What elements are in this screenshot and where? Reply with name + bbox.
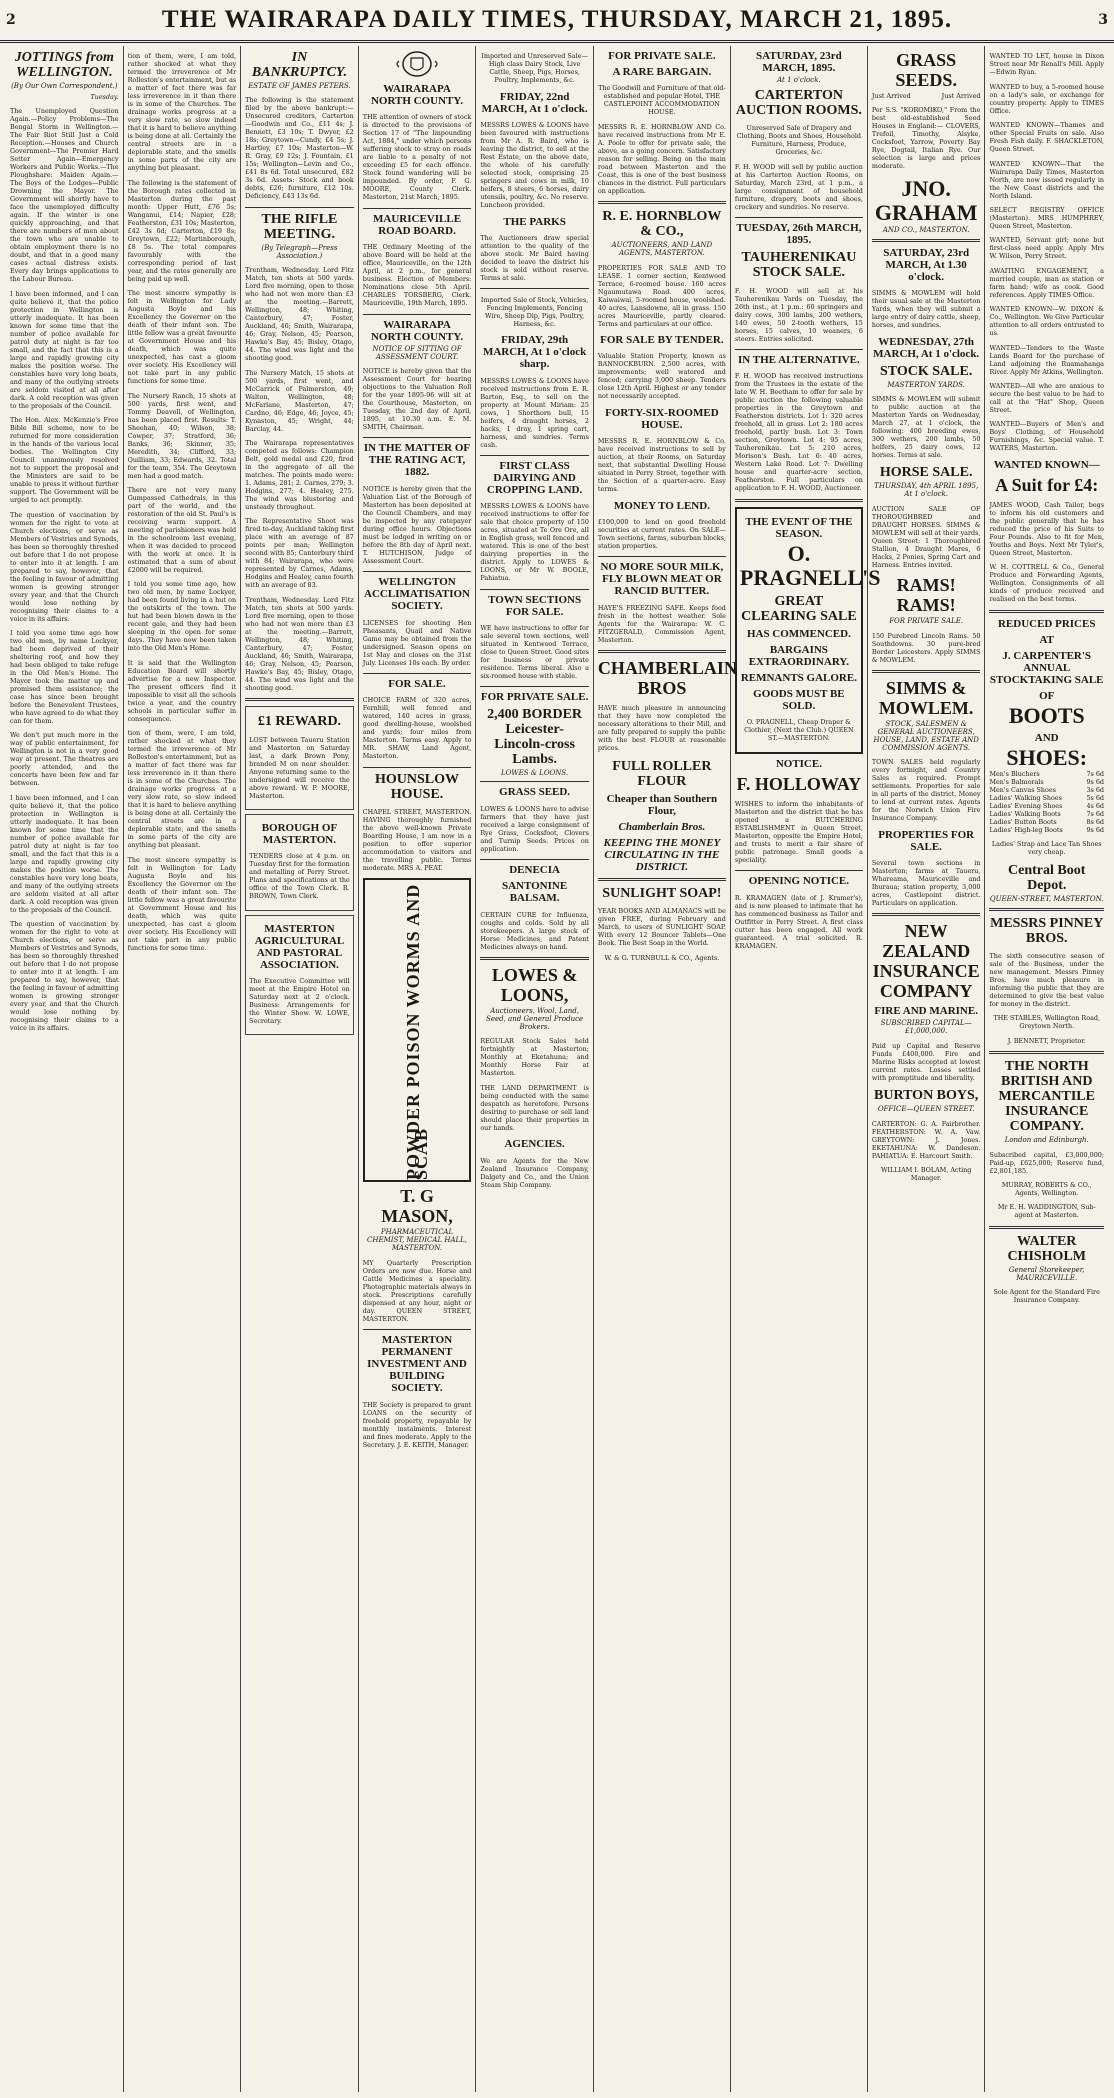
price-row [989, 810, 1104, 818]
notice-body: MESSRS LOWES & LOONS have received instructions to offer for sale that choice property of 150 acres, situated at Te Ore Ore, all in English grass, well fenced and watered. This is one of the best dairying properties in the district. Apply to LOWES & LOONS, or Mr W. BOOLE, Pahiatua. [480, 502, 591, 583]
advert-subtitle: PHARMACEUTICAL CHEMIST, MEDICAL HALL, MASTERTON. [367, 1228, 468, 1253]
notice-title: MAURICEVILLE ROAD BOARD. [373, 212, 462, 237]
advert-body: Paid up Capital and Reserve Funds £400,000. Fire and Marine Risks accepted at lowest current rates. Losses settled with promptitude and liberality. [871, 1041, 983, 1082]
pragnell-advert [735, 507, 881, 754]
article-paragraph: Trentham, Wednesday. Lord Fitz Match, ten shots at 500 yards. Lord five morning, open to those who had not won more than £3 at the meeting.—Barrett, Wellington, 48; Whiting, Canterbury, 47; Foster, Auckland, 46; Smith, Wairarapa, 46; Gray, Nelson, 45; Pearson, Hawke's Bay, 45; Bisley, Otago, 44. The wind was light and the shooting good. [245, 266, 356, 363]
advert-subtitle: AND CO., MASTERTON. [882, 225, 970, 234]
notice-title: FRIDAY, 29th MARCH, At 1 o'clock sharp. [482, 334, 587, 371]
notice-title: FORTY-SIX-ROOMED HOUSE. [605, 406, 719, 431]
article-paragraph: I told you some time ago, how two old men, by name Lockyer, had been found living in a hut on the outskirts of the town. The hut had been blown down in the recent gale, and they had been sleeping in the open for some days. They have now been taken into the Old Men's Home. [127, 580, 239, 653]
vertical-advert [363, 878, 472, 1182]
notice-body: MESSRS R. E. HORNBLOW & Co. have received instructions to sell by auction, at their Rooms, on Saturday next, that substantial Dwelling House situated in Perry Street, together with the Section of a quarter-acre. Easy terms. [597, 437, 728, 494]
article-heading: JOTTINGS from WELLINGTON. [14, 50, 114, 80]
advert-title: R. E. HORNBLOW & CO., [602, 209, 722, 240]
notice-subtitle: NOTICE OF SITTING OF ASSESSMENT COURT. [372, 344, 462, 361]
notice-title: NO MORE SOUR MILK, FLY BLOWN MEAT OR RANCID BUTTER. [600, 561, 724, 598]
advert-title: GRASS SEEDS. [895, 50, 957, 90]
advert-title: SIMMS & MOWLEM. [878, 677, 974, 718]
article-paragraph: The question of vaccination by women for the right to vote at Church elections, or serve as Members of Vestries and Synods, has been so thoroughly threshed out before that I do not propose to enter into it at length. I am prepared to say, however, that the feeling in favour of admitting women is growing stronger every year, and that the Church would lose nothing by recognising their claims to a voice in its affairs. [10, 510, 121, 623]
classified-ad: AWAITING ENGAGEMENT, a married couple, man as station or farm hand; wife as cook. Good references. Apply TIMES Office. [989, 266, 1107, 299]
notice-title: OPENING NOTICE. [748, 875, 850, 888]
advert-body: We are Agents for the New Zealand Insurance Company, Dalgety and Co., and the Union Steam Ship Company. [480, 1156, 591, 1189]
advert-signature: MURRAY, ROBERTS & CO., Agents, Wellington. [1001, 1180, 1094, 1197]
advert-title: SUNLIGHT SOAP! [602, 885, 722, 901]
notice-title: TOWN SECTIONS FOR SALE. [488, 593, 582, 618]
notice-title: RAMS! RAMS! [896, 575, 956, 616]
article-paragraph: The most sincere sympathy is felt in Wellington for Lady Augusta Boyle and his Excellency the Governor on the death of their infant son. The little fellow was a great favourite at Government House and his death, which was quite unexpected, has cast a gloom over society. His Excellency will not take part in any public functions for some time. [127, 855, 239, 952]
advert-tagline: KEEPING THE MONEY CIRCULATING IN THE DISTRICT. [603, 836, 721, 873]
advert-title: BURTON BOYS, [874, 1088, 979, 1104]
advert-body: CARTERTON: G. A. Fairbrother. FEATHERSTON: W. A. Vaw. GREYTOWN: J. Jones. EKETAHUNA: W. Dandeson. PAHIATUA: E. Harcourt Smith. [871, 1119, 983, 1160]
article-paragraph: The Hon. Alex. McKenzie's Free Bible Bill scheme, now to be returned for more consideration in the hands of the various local bodies. The Wellington City Council unanimously resolved not to support the proposal and the Ministers are said to be unable to press it without further support. The Government will be urged to act promptly. [10, 416, 121, 505]
notice-body: NOTICE is hereby given that the Assessment Court for hearing objections to the Valuation Roll for the year 1895-96 will sit at the Courthouse, Masterton, on Tuesday, the 2nd day of April, 1895, at 10.30 a.m. E. M. SMITH, Chairman. [362, 366, 474, 431]
classified-ad: WANTED TO LET, house in Dixon Street near Mr Renall's Mill. Apply—Edwin Ryan. [989, 52, 1107, 77]
arrival-label: Just Arrived [941, 92, 981, 100]
advert-body: Ladies' Strap and Lace Tan Shoes very cheap. [991, 840, 1104, 857]
notice-subtitle: THURSDAY, 4th APRIL 1895, At 1 o'clock. [874, 482, 979, 499]
notice-title: HOUNSLOW HOUSE. [375, 771, 460, 802]
notice-subtitle: LOWES & LOONS. [501, 769, 569, 778]
advert-signature: O. PRAGNELL, Cheap Draper & Clothier, (Next the Club.) QUEEN ST.—MASTERTON. [744, 718, 856, 743]
advert-title: SHOES: [1006, 744, 1088, 770]
notice-title: SANTONINE BALSAM. [501, 880, 568, 905]
notice-title: TUESDAY, 26th MARCH, 1895. [736, 222, 862, 247]
notice-body: Valuable Station Property, known as BANNOCKBURN. 2,500 acres, with improvements; well watered and fenced; carrying 3,000 sheep. Tenders close 12th April. Highest or any tender not necessarily accepted. [597, 352, 728, 401]
section-heading: IN BANKRUPTCY. [251, 50, 347, 80]
arrival-label: Just Arrived [871, 92, 911, 100]
article-paragraph: The Unemployed Question Again.—Policy Problems—The Bengal Storm in Wellington.—The Fair Riot Still Just a Cold Reception.—Houses and Church Government—The Premier Hard Setter Again—Emergency Workers and Public Works.—The Ploughshare: Maiden Again.—The Boys of the Lodges—Public Drowning the Mayor. The Government will shortly have to face the unemployed difficulty again. If the winter is one quickly approaching, and that there are numbers of men about the town who are unable to obtain employment there is no doubt, and that in a good many cases actual distress exists. Every day brings applications to the Labour Bureau. [10, 107, 121, 284]
notice-title: FOR SALE. [388, 677, 446, 690]
notice-subtitle: FOR PRIVATE SALE. [889, 617, 964, 626]
notice-title: PROPERTIES FOR SALE. [878, 828, 975, 853]
advert-subtitle: QUEEN-STREET, MASTERTON. [989, 894, 1104, 903]
advert-body: PROPERTIES FOR SALE AND TO LEASE. 1 corner section, Kentwood Terrace, 6-roomed house. 160 acres Ngaumutawa Road. 400 acres, Kaiwaiwai, 5-roomed house, woolshed. 40 acres, Lansdowne, all in grass. 150 acres Mauriceville, partly cleared. Terms and particulars at our office. [597, 263, 728, 328]
notice-title: FOR PRIVATE SALE. [608, 50, 716, 62]
price-list [989, 770, 1104, 834]
classified-ad: WANTED KNOWN—W. DIXON & Co., Wellington. We Give Particular attention to all orders entrusted to us. [989, 305, 1107, 338]
advert-subtitle: STOCK, SALESMEN & GENERAL AUCTIONEERS, HOUSE, LAND, ESTATE AND COMMISSION AGENTS. [873, 719, 979, 752]
vertical-advert-text: POWDER POISON WORMS AND SCAB [403, 884, 432, 1181]
association-notice [245, 915, 354, 1036]
advert-body: YEAR BOOKS AND ALMANACS will be given FREE, during February and March, to users of SUNLIGHT SOAP. With every 12 Bouncer Tablets—One Book. The Best Soap in the World. [597, 907, 728, 948]
reward-notice [245, 706, 354, 810]
price-row [989, 802, 1104, 810]
advert-body: THE Society is prepared to grant LOANS on the security of freehold property, repayable by monthly instalments. Interest and fines moderate. Apply to the Secretary. J. E. KEITH, Manager. [362, 1400, 474, 1449]
advert-body: Subscribed capital, £3,000,000; Paid-up, £625,000; Reserve fund, £2,801,185. [989, 1150, 1107, 1175]
article-paragraph: The following is the statement of the Borough rates collected in Masterton during the past month: Upper Hutt, £76 5s; Wanganui, £14; Napier, £28; Featherston, £31 10s; Masterton, £42 3s 6d; Carterton, £19 8s; Greytown, £22; Martinborough, £8 5s. The total compares favourably with the corresponding period of last year, and the rates generally are being paid up well. [127, 178, 239, 283]
advert-subtitle: London and Edinburgh. [1004, 1136, 1089, 1145]
notice-title: £1 REWARD. [257, 714, 342, 730]
classified-ad: WANTED, Servant girl; none but first-class need apply. Apply Mrs W. Wilson, Perry Street. [989, 236, 1107, 261]
classified-ad: W. H. COTTRELL & Co., General Produce and Forwarding Agents, Wellington. Consignments of all kinds of produce received and realised on the best terms. [989, 563, 1107, 604]
price-item: Men's Bluchers [989, 769, 1040, 778]
advert-line: GOODS MUST BE SOLD. [753, 687, 845, 712]
notice-title: MONEY TO LEND. [613, 499, 710, 512]
newspaper-title: THE WAIRARAPA DAILY TIMES, THURSDAY, MARCH 21, 1895. [161, 6, 953, 33]
coat-of-arms-icon [393, 49, 441, 79]
advert-tagline: THE EVENT OF THE SEASON. [745, 515, 853, 540]
notice-body: LOWES & LOONS have to advise farmers that they have just received a large consignment of Rye Grass, Cocksfoot, Clovers and Turnip Seeds. Prices on application. [480, 804, 591, 853]
notice-title: BOROUGH OF MASTERTON. [261, 821, 338, 846]
article-paragraph: The Representative Shoot was fired to-day, Auckland taking first place with an average of 87 points per man; Wellington second with 85; Canterbury third with 84; Wairarapa, who were represented by Carnes, Adams, Hodgins and Healey, came fourth with an average of 83. [245, 517, 356, 590]
advert-title: WALTER CHISHOLM [1007, 1233, 1087, 1264]
article-paragraph: tion of them, were, I am told, rather shocked at what they termed the irreverence of Mr Rolleston's entertainment, but as a matter of fact there was far less irreverence in it than there is in some of the Churches. The drainage works progress at a very slow rate, so slow indeed that it is hard to believe anything is being done at all. Certainly the central streets are in a deplorable state, and the smells in some parts of the city are anything but pleasant. [127, 52, 239, 173]
price-row [989, 786, 1104, 794]
notice-body: THE Ordinary Meeting of the above Board will be held at the office, Mauriceville, on the 12th April, at 2 p.m., for general business. Election of Members: Nominations close 5th April. CHARLES TORSBERG, Clerk. Mauriceville, 19th March, 1895. [362, 243, 474, 308]
column-3 [241, 46, 359, 2092]
notice-body: Several town sections in Masterton; farms at Taueru, Whareama, Mauriceville and Ihuraua; station property, 3,000 acres, Castlepoint district. Particulars on application. [871, 859, 983, 908]
classified-ad: WANTED KNOWN—Thames and other Special Fruits on sale. Also Fresh Fish daily. F. SHACKLETON, Queen Street. [989, 121, 1107, 154]
advert-line: AND [1034, 731, 1059, 744]
column-1 [6, 46, 124, 2092]
classified-ad: WANTED to buy, a 5-roomed house on a lady's sale, or exchange for country property. Apply to TIMES Office. [989, 82, 1107, 115]
notice-title: GRASS SEED. [499, 786, 571, 799]
notice-title: A RARE BARGAIN. [612, 66, 712, 78]
notice-body: CHAPEL STREET, MASTERTON. HAVING thoroughly furnished the above well-known Private Boarding House, I am now in a position to offer superior accommodation to visitors and the travelling public. Terms moderate. MRS A. PEAT. [362, 808, 474, 873]
notice-title: MASTERTON AGRICULTURAL AND PASTORAL ASSOCIATION. [254, 922, 345, 971]
classified-ad: WANTED—All who are anxious to secure the best value to be had to call at the "Hat" Shop, Queen Street. [989, 381, 1107, 414]
notice-title: SATURDAY, 23rd MARCH, At 1.30 o'clock. [883, 246, 970, 283]
advert-subtitle: FIRE AND MARINE. [874, 1005, 978, 1018]
borough-notice [245, 814, 354, 911]
notice-title: FOR SALE BY TENDER. [600, 333, 724, 346]
section-subheading: (By Telegraph—Press Association.) [261, 243, 338, 260]
price-value: 8s 6d [1086, 817, 1104, 826]
notice-title: WAIRARAPA NORTH COUNTY. [370, 318, 464, 343]
notice-title: FIRST CLASS DAIRYING AND CROPPING LAND. [486, 459, 583, 496]
advert-subtitle: OFFICE—QUEEN STREET. [877, 1105, 975, 1114]
advert-title: GREAT CLEARING SALE [741, 593, 857, 624]
price-row [989, 818, 1104, 826]
price-row [989, 770, 1104, 778]
notice-title: STOCK SALE. [880, 363, 973, 379]
advert-title: Cheaper than Southern Flour, [606, 792, 718, 817]
notice-body: CHOICE FARM of 320 acres, Fernhill, well fenced and watered, 140 acres in grass, good dwelling-house, woolshed and yards; four miles from Masterton. Terms easy. Apply to MR. SHAW, Land Agent, Masterton. [362, 696, 474, 761]
price-item: Ladies' Button Boots [989, 817, 1057, 826]
advert-body: WISHES to inform the inhabitants of Masterton and the district that he has opened a BUTCHERING ESTABLISHMENT in Queen Street, Masterton, opposite the Empire Hotel, and trusts to merit a fair share of public patronage. Small goods a speciality. [734, 799, 865, 864]
notice-body: The Auctioneers draw special attention to the quality of the above stock. Mr Baird having decided to leave the district his stock is sold without reserve. Terms at sale. [480, 233, 591, 282]
arrival-row [872, 92, 981, 100]
price-row [989, 826, 1104, 834]
columns [6, 46, 1108, 2092]
column-4 [359, 46, 477, 2092]
page-number-right: 3 [1098, 12, 1108, 28]
advert-title: JNO. GRAHAM [874, 175, 978, 225]
advert-signature: Chamberlain Bros. [618, 820, 706, 833]
price-value: 7s 6d [1086, 809, 1104, 818]
masthead [0, 0, 1114, 43]
advert-line: OF [1039, 689, 1055, 702]
notice-title: WAIRARAPA NORTH COUNTY. [370, 83, 464, 107]
article-paragraph: The Nursery Ranch, 15 shots at 500 yards, first went, and Tommy Deavoll, of Wellington, has been placed first. Results: T. Sheehan, 40; Wilson, 38; Cowper, 37; Stratford, 36; Banks, 36; Skinner, 35; Meredith, 34; Clifford, 33; Quilliam, 33; Edwards, 32. Total for the team, 354. The Greytown men had a good match. [127, 391, 239, 480]
advert-title: O. PRAGNELL'S [739, 540, 881, 590]
column-9 [985, 46, 1108, 2092]
notice-title: HORSE SALE. [879, 465, 973, 481]
article-paragraph: I have been informed, and I can quite believe it, that the police protection in Wellington is utterly inadequate. It has been known for some time that the number of police available for patrol duty at night is far too small, and the fact that this is a large and rapidly growing city makes the position worse. The constables have very long beats, and many of the outlying streets are seldom visited at all after dark. A cold reception was given to the proposals of the Council. [10, 289, 121, 410]
classified-heading: A Suit for £4: [995, 474, 1099, 495]
advert-body: TOWN SALES held regularly every fortnight, and Country Sales as required. Prompt settlements. Properties for sale in all parts of the district. Money to lend at current rates. Agents for the Norwich Union Fire Insurance Company. [871, 758, 983, 823]
advert-signature: WILLIAM I. BOLAM, Acting Manager. [880, 1166, 974, 1183]
article-paragraph: It is said that the Wellington Education Board will shortly advertise for a new Inspector. The present officers find it impossible to visit all the schools twice a year, and the country schools in particular suffer in consequence. [127, 658, 239, 723]
article-paragraph: tion of them, were, I am told, rather shocked at what they termed the irreverence of Mr Rolleston's entertainment, but as a matter of fact there was far less irreverence in it than there is in some of the Churches. The drainage works progress at a very slow rate, so slow indeed that it is hard to believe anything is being done at all. Certainly the central streets are in a deplorable state, and the smells in some parts of the city are anything but pleasant. [127, 729, 239, 850]
price-value: 4s 6d [1086, 801, 1104, 810]
notice-body: 150 Purebred Lincoln Rams. 50 Southdowns. 30 pure-bred Border Leicesters. Apply SIMMS & MOWLEM. [871, 631, 983, 664]
price-item: Ladies' Walking Boots [989, 809, 1061, 818]
column-7 [731, 46, 881, 2092]
notice-title: DENECIA [509, 864, 560, 877]
column-8 [868, 46, 986, 2092]
notice-body: SIMMS & MOWLEM will hold their usual sale at the Masterton Yards, when they will submit a large entry of dairy cattle, sheep, horses, and sundries. [871, 289, 983, 330]
notice-title: NOTICE. [775, 757, 822, 770]
notice-title: CARTERTON AUCTION ROOMS. [735, 88, 862, 118]
price-row [989, 794, 1104, 802]
advert-title: J. CARPENTER'S ANNUAL STOCKTAKING SALE [989, 649, 1104, 686]
notice-body: F. H. WOOD will sell by public auction at his Carterton Auction Rooms, on Saturday, March 23rd, at 1 p.m., a large consignment of household furniture, drapery, boots and shoes, crockery and sundries. No reserve. [734, 162, 865, 211]
classified-heading: WANTED KNOWN— [993, 458, 1100, 471]
notice-title: IN THE MATTER OF THE RATING ACT, 1882. [363, 442, 471, 479]
article-paragraph: The most sincere sympathy is felt in Wellington for Lady Augusta Boyle and his Excellency the Governor on the death of their infant son. The little fellow was a great favourite at Government House and his death, which was quite unexpected, has cast a gloom over society. His Excellency will not take part in any public functions for some time. [127, 289, 239, 386]
notice-body: WE have instructions to offer for sale several town sections, well situated in Kentwood Terrace, close to Queen Street. Good sites for business or private residence. Terms liberal. Also a six-roomed house with stable. [480, 624, 591, 681]
notice-body: LICENSES for shooting Hen Pheasants, Quail and Native Game may be obtained from the undersigned. Season opens on 1st May and closes on the 31st July. Licenses 10s each. By order. [362, 618, 474, 667]
price-value: 5s 6d [1086, 793, 1104, 802]
notice-body: F. H. WOOD has received instructions from the Trustees in the estate of the late W. H. Beetham to offer for sale by public auction the following valuable properties in the Greytown and Featherston districts. Lot 1: 320 acres freehold, all in grass. Lot 2: 180 acres freehold, partly bush. Lot 3: Town section, Greytown. Lot 4: 95 acres, Tauherenikau. Lot 5: 210 acres, Morison's Bush. Lot 6: 40 acres, Western Lake Road. Lot 7: Dwelling house and quarter-acre section, Featherston. Full particulars on application to F. H. WOOD, Auctioneer. [734, 372, 865, 493]
price-value: 3s 6d [1086, 785, 1104, 794]
advert-line: BARGAINS EXTRAORDINARY. [748, 643, 850, 668]
notice-title: TAUHERENIKAU STOCK SALE. [741, 250, 857, 281]
advert-title: BOOTS [1008, 702, 1085, 728]
notice-body: TENDERS close at 4 p.m. on Tuesday first for the formation and metalling of Perry Street. Plans and specifications at the office of the Town Clerk. R. BROWN, Town Clerk. [249, 852, 352, 901]
price-value: 9s 6d [1086, 777, 1104, 786]
advert-signature: W. & G. TURNBULL & CO., Agents. [604, 953, 720, 962]
page-number-left: 2 [6, 12, 16, 28]
notice-body: AUCTION SALE OF THOROUGHBRED and DRAUGHT HORSES. SIMMS & MOWLEM will sell at their yards, Queen Street: 1 Thoroughbred Stallion, 4 Draught Mares, 6 Hacks, 2 Ponies, Spring Cart and Harness. Entries invited. [871, 504, 983, 569]
price-item: Ladies' Evening Shoes [989, 801, 1063, 810]
article-paragraph: The following is the statement filed by the above bankrupt:—Unsecured creditors, Carterton—Goodwin and Co., £11 4s; J. Bennett, £3 10s; T. Dwyer, £2 18s; Greytown—Cundy, £4 5s; J. Hartley, £7 10s; Masterton—W. R. Gray, £9 12s; J. Fountain, £1 15s; Wellington—Levin and Co., £41 8s 6d. Total unsecured, £82 3s 6d. Assets: Stock and book debts, £26; furniture, £12 10s. Deficiency, £43 13s 6d. [245, 96, 356, 201]
notice-body: The Goodwill and Furniture of that old-established and popular Hotel, THE CASTLEPOINT ACCOMMODATION HOUSE. [598, 84, 726, 117]
notice-title: WELLINGTON ACCLIMATISATION SOCIETY. [364, 576, 470, 613]
notice-subtitle: At 1 o'clock. [777, 76, 821, 84]
notice-body: THE attention of owners of stock is directed to the provisions of Section 17 of "The Impounding Act, 1884," under which persons suffering stock to stray on roads are liable to a penalty of not exceeding £5 for each offence. Stock found wandering will be impounded. By order, F. G. MOORE, County Clerk. Masterton, 21st March, 1895. [362, 113, 474, 202]
advert-body: HAVE much pleasure in announcing that they have now completed the necessary alterations to their Mill, and are fully prepared to supply the public with the best FLOUR at reasonable prices. [597, 704, 728, 753]
article-paragraph: We don't put much more in the way of public entertainment, for Wellington is not in a very good way at present. The theatres are poorly attended, and the concerts have been few and far between. [10, 731, 121, 788]
notice-body: Imported Sale of Stock, Vehicles, Fencing Implements, Fencing Wire, Sheep Dip, Pigs, Poultry, Harness, &c. [480, 295, 591, 328]
advert-title: LOWES & LOONS, [491, 965, 578, 1006]
advert-body: Per S.S. "KOROMIKO," From the best old-established Seed Houses in England:— CLOVERS, Trefoil, Timothy, Alsyke, Cocksfoot, Yarrow, Poverty Bay Rye, Dogtail, Italian Rye. Our selection is large and prices moderate. [871, 106, 983, 171]
advert-subtitle: Auctioneers, Wool, Land, Seed, and General Produce Brokers. [486, 1007, 584, 1032]
notice-body: MESSRS LOWES & LOONS have been favoured with instructions from Mr A. R. Baird, who is leaving the district, to sell at the Rest Estate, on the above date, the whole of his carefully selected stock, comprising 25 springers and cows in milk, 10 heifers, 8 steers, 6 horses, dairy utensils, poultry, &c. No reserve. Luncheon provided. [480, 121, 591, 210]
classified-ad: SELECT REGISTRY OFFICE (Masterton). MRS HUMPHREY, Queen Street, Masterton. [989, 205, 1107, 230]
column-6 [594, 46, 737, 2092]
classified-ad: JAMES WOOD, Cash Tailor, begs to inform his old customers and the public generally that he has reduced the price of his Suits to Four Pounds. Also to fit for Men, Youths and Boys. Next Mr Tyler's, Queen Street, Masterton. [989, 501, 1107, 558]
advert-title: Central Boot Depot. [1008, 862, 1086, 893]
notice-body: R. KRAMAGEN (late of J. Kramer's), and is now pleased to intimate that he has commenced business as Tailor and Outfitter in Perry Street. A first class cutter has been engaged. All work guaranteed. A trial solicited. R. KRAMAGEN. [734, 893, 865, 950]
advert-signature: Mr E. H. WADDINGTON, Sub-agent at Masterton. [997, 1203, 1096, 1220]
notice-body: NOTICE is hereby given that the Valuation List of the Borough of Masterton has been deposited at the Council Chambers, and may be inspected by any ratepayer during office hours. Objections must be lodged in writing on or before the 8th day of April next. T. HUTCHISON, Judge of Assessment Court. [362, 484, 474, 565]
article-paragraph: I have been informed, and I can quite believe it, that the police protection in Wellington is utterly inadequate. It has been known for some time that the number of police available for patrol duty at night is far too small, and the fact that this is a large and rapidly growing city makes the position worse. The constables have very long beats, and many of the outlying streets are seldom visited at all after dark. A cold reception was given to the proposals of the Council. [10, 793, 121, 914]
notice-title: IN THE ALTERNATIVE. [738, 353, 860, 366]
advert-subtitle: General Storekeeper, MAURICEVILLE. [1008, 1265, 1085, 1282]
price-item: Ladies' Walking Shoes [989, 793, 1062, 802]
notice-title: 2,400 BORDER Leicester-Lincoln-cross Lambs. [487, 707, 583, 768]
notice-body: HAYE'S FREEZING SAFE. Keeps food fresh in the hottest weather. Sole Agents for the Wairarapa: W. C. FITZGERALD, Commission Agent, Masterton. [597, 603, 728, 644]
price-item: Men's Canvas Shoes [989, 785, 1056, 794]
notice-title: THE PARKS [503, 215, 566, 228]
notice-title: WEDNESDAY, 27th MARCH, At 1 o'clock. [873, 335, 980, 360]
notice-subtitle: MASTERTON YARDS. [887, 380, 965, 389]
advert-body: Sole Agent for the Standard Fire Insurance Company. [993, 1288, 1102, 1305]
section-subheading: ESTATE OF JAMES PETERS. [248, 82, 351, 90]
notice-body: MESSRS LOWES & LOONS have received instructions from E. R. Barton, Esq., to sell on the property at Mount Miriam: 25 cows, 1 Shorthorn bull, 15 heifers, 4 draught horses, 2 hacks, 1 dray, 1 spring cart, harness, and sundries. Terms cash. [480, 376, 591, 449]
notice-body: Unreserved Sale of Drapery and Clothing, Boots and Shoes, Household Furniture, Harness, Produce, Groceries, &c. [736, 124, 864, 157]
advert-title: CHAMBERLAIN BROS [597, 658, 737, 699]
notice-body: MESSRS R. E. HORNBLOW AND Co. have received instructions from Mr E. A. Poole to offer for private sale, the above, as a going concern. Satisfactory reason for selling. Being on the main road between Masterton and the Coast, this is one of the best business chances in the district. Full particulars on application. [597, 122, 728, 195]
advert-line: REMNANTS GALORE. [740, 671, 857, 684]
article-paragraph: There are not very many Gumpassed Cathedrals, in this part of the world, and the restoration of the old St. Paul's is receiving warm support. A meeting of parishioners was held in the schoolroom last evening, when it was decided to proceed with the work at once. It is estimated that a sum of about £2000 will be required. [127, 485, 239, 574]
price-item: Men's Balmorals [989, 777, 1044, 786]
price-item: Ladies' High-leg Boots [989, 825, 1063, 834]
article-paragraph: The Wairarapa representatives competed as follows: Champion Belt, gold medal and £20, fired in the aggregate of all the matches. The points made were: 1. Adams, 281; 2. Carnes, 279; 3. Hodgins, 277; 4. Healey, 275. The wind was blustering and unsteady throughout. [245, 438, 356, 511]
advert-title: FULL ROLLER FLOUR [612, 758, 712, 789]
article-paragraph: Trentham, Wednesday. Lord Fitz Match, ten shots at 500 yards. Lord five morning, open to those who had not won more than £3 at the meeting.—Barrett, Wellington, 48; Whiting, Canterbury, 47; Foster, Auckland, 46; Smith, Wairarapa, 46; Gray, Nelson, 45; Pearson, Hawke's Bay, 45; Bisley, Otago, 44. The wind was light and the shooting good. [245, 595, 356, 692]
advert-line: HAS COMMENCED. [746, 627, 851, 640]
advert-line: AT [1039, 633, 1054, 646]
price-value: 9s 6d [1086, 825, 1104, 834]
notice-title: FOR PRIVATE SALE. [480, 691, 589, 704]
advert-title: F. HOLLOWAY [736, 773, 862, 794]
article-byline: (By Our Own Correspondent.) [11, 82, 118, 90]
price-row [989, 778, 1104, 786]
column-5 [476, 46, 594, 2092]
article-paragraph: The question of vaccination by women for the right to vote at Church elections, or serve as Members of Vestries and Synods, has been so thoroughly threshed out before that I do not propose to enter into it at length. I am prepared to say, however, that the feeling in favour of admitting women is growing stronger every year, and that the Church would lose nothing by recognising their claims to a voice in its affairs. [10, 920, 121, 1033]
notice-title: FRIDAY, 22nd MARCH, At 1 o'clock. [481, 90, 588, 115]
notice-body: F. H. WOOD will sell at his Tauherenikau Yards on Tuesday, the 26th inst., at 1 p.m.: 60 springers and dairy cows, 300 lambs, 200 wethers, 140 ewes, 50 2-tooth wethers, 15 horses, 15 calves, 10 weaners, 6 steers. Entries solicited. [734, 286, 865, 343]
advert-subtitle: AUCTIONEERS, AND LAND AGENTS, MASTERTON. [611, 241, 713, 258]
notice-title: SATURDAY, 23rd MARCH, 1895. [755, 50, 842, 74]
notice-body: The Executive Committee will meet at the Empire Hotel on Saturday next at 2 o'clock. Business: Arrangements for the Winter Show. W. LOWE, Secretary. [249, 977, 352, 1026]
advert-title: AGENCIES. [504, 1138, 565, 1151]
classified-ad: WANTED—Tenders to the Waste Lands Board for the purchase of Land adjoining the Ruamahanga River. Apply Mr Atkins, Wellington. [989, 343, 1107, 376]
classified-ad: WANTED KNOWN—That the Wairarapa Daily Times, Masterton North, are now issued regularly in the New Coast districts and the North Island. [989, 159, 1107, 200]
notice-body: CERTAIN CURE for Influenza, coughs and colds. Sold by all storekeepers. A large stock of Horse Medicines, and Patent Medicines always on hand. [480, 910, 591, 951]
notice-body: Imported and Unreserved Sale— High class Dairy Stock, Live Cattle, Sheep, Pigs, Horses, Poultry, Implements, &c. [481, 52, 590, 85]
section-heading: THE RIFLE MEETING. [261, 211, 338, 242]
advert-subtitle: SUBSCRIBED CAPITAL—£1,000,000. [880, 1019, 972, 1036]
advert-body: MY Quarterly Prescription Orders are now due. Horse and Cattle Medicines a speciality. Photographic materials always in stock. Prescriptions carefully dispensed at any hour, night or day. QUEEN STREET, MASTERTON. [362, 1258, 474, 1323]
advert-title: MASTERTON PERMANENT INVESTMENT AND BUILDING SOCIETY. [367, 1334, 467, 1395]
advert-body: The sixth consecutive season of sale of the Business, under the new management. Messrs Pinney Bros. have much pleasure in informing the public that they are determined to give the best value for money in the district. [989, 952, 1107, 1009]
article-paragraph: The Nursery Match, 15 shots at 500 yards, first went, and McCarrick of Palmerston, 49; Walton, Wellington, 48; McFarlane, Masterton, 47; Cardno, 46; Edge, 46; Joyce, 45; Kynaston, 45; Wright, 44; Barclay, 44. [245, 368, 356, 433]
price-value: 7s 6d [1086, 769, 1104, 778]
advert-body: THE STABLES, Wellington Road, Greytown North. [993, 1014, 1103, 1031]
advert-title: THE NORTH BRITISH AND MERCANTILE INSURANCE COMPANY. [998, 1059, 1095, 1135]
advert-signature: J. BENNETT, Proprietor. [1007, 1036, 1086, 1045]
advert-title: MESSRS PINNEY BROS. [990, 915, 1104, 946]
notice-body: SIMMS & MOWLEM will submit to public auction at the Masterton Yards on Wednesday, March 27, at 1 o'clock, the following: 400 breeding ewes, 300 wethers, 200 lambs, 50 heifers, 25 dairy cows, 12 horses. Terms at sale. [871, 394, 983, 459]
advert-body: REGULAR Stock Sales held fortnightly at Masterton; Monthly at Eketahuna; and Monthly Horse Fair at Masterton. [480, 1037, 591, 1078]
article-day: Tuesday. [90, 93, 119, 101]
classified-ad: WANTED—Buyers of Men's and Boys' Clothing, of Household Furnishings, &c. Special value. T. WATERS, Masterton. [989, 420, 1107, 453]
notice-body: £100,000 to lend on good freehold securities at current rates. On SALE—Town sections, farms, suburban blocks, station properties. [597, 517, 728, 550]
notice-body: LOST between Taueru Station and Masterton on Saturday last, a dark Brown Pony, branded M on near shoulder. Anyone returning same to the undersigned will receive the above reward. W. P. MOORE, Masterton. [249, 735, 352, 800]
article-paragraph: I told you some time ago how two old men, by name Lockyer, had been deprived of their sheltering roof, and how they had been obliged to take refuge in the Old Men's Home. The Mayor took the matter up and promised them assistance; the case has since been brought before the Benevolent Trustees, who have agreed to do what they can for them. [10, 628, 121, 725]
advert-title: REDUCED PRICES [997, 617, 1096, 630]
advert-title: T. G MASON, [381, 1186, 453, 1227]
advert-title: NEW ZEALAND INSURANCE COMPANY [872, 921, 980, 1002]
column-2 [124, 46, 242, 2092]
advert-body: THE LAND DEPARTMENT is being conducted with the same despatch as heretofore. Persons desiring to purchase or sell land should place their properties in our hands. [480, 1083, 591, 1132]
